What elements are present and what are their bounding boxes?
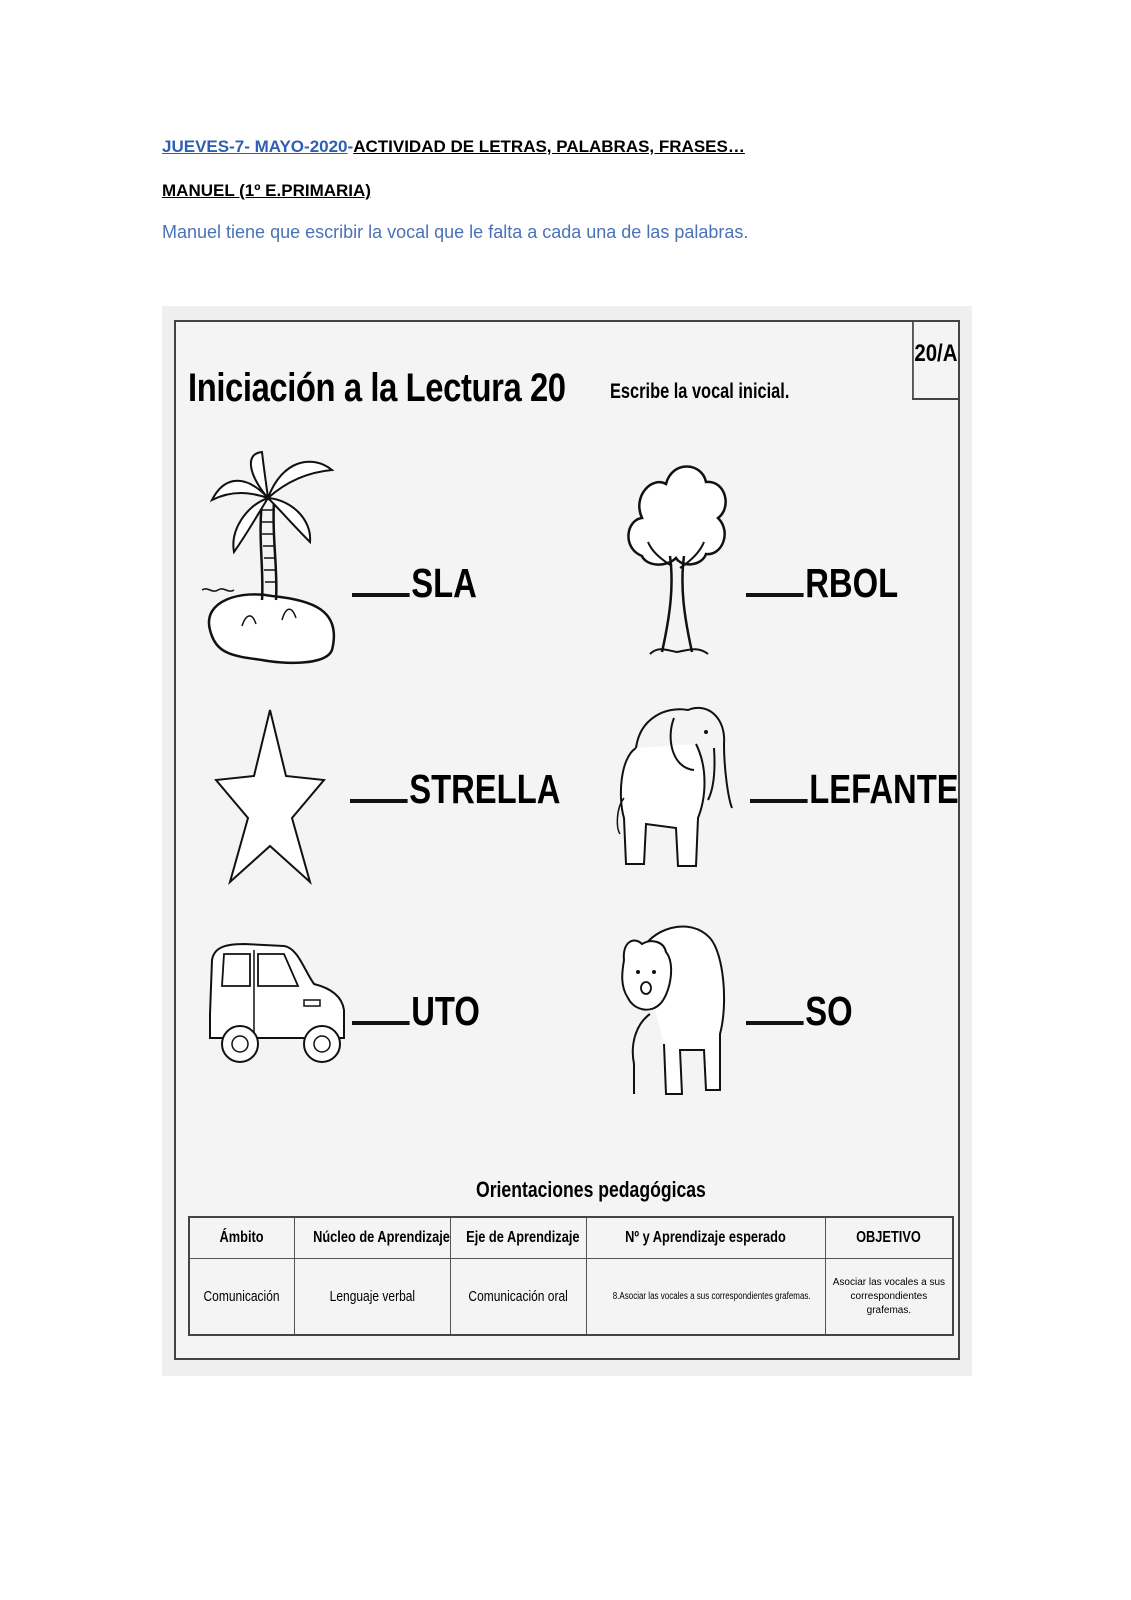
col-header-objetivo: OBJETIVO (825, 1217, 953, 1259)
word-arbol: RBOL (746, 560, 898, 607)
col-header-ambito: Ámbito (189, 1217, 294, 1259)
answer-blank[interactable] (352, 563, 410, 597)
word-isla: SLA (352, 560, 477, 607)
instruction-text: Manuel tiene que escribir la vocal que le falta a cada una de las palabras. (162, 222, 749, 242)
worksheet-frame (174, 320, 960, 1360)
bear-icon (620, 914, 728, 1100)
palm-island-icon (202, 450, 340, 670)
answer-blank[interactable] (350, 769, 408, 803)
worksheet-image (162, 306, 972, 1376)
car-icon (204, 940, 348, 1072)
answer-blank[interactable] (352, 991, 410, 1025)
cell-nucleo: Lenguaje verbal (294, 1259, 451, 1336)
cell-objetivo: Asociar las vocales a sus correspondientes grafemas. (825, 1259, 953, 1336)
worksheet-title: Iniciación a la Lectura 20 (188, 366, 566, 410)
pedagogy-title: Orientaciones pedagógicas (476, 1177, 706, 1202)
date-link[interactable]: JUEVES-7- MAYO-2020 (162, 137, 348, 156)
pedagogy-table (188, 1216, 954, 1336)
col-header-nucleo: Núcleo de Aprendizaje (294, 1217, 451, 1259)
elephant-icon (616, 688, 736, 874)
worksheet-code: 20/A (912, 322, 958, 400)
heading-date-activity (162, 137, 745, 157)
star-icon (214, 706, 326, 886)
answer-blank[interactable] (750, 769, 808, 803)
cell-eje: Comunicación oral (451, 1259, 587, 1336)
answer-blank[interactable] (746, 991, 804, 1025)
word-auto: UTO (352, 988, 480, 1035)
word-elefante: LEFANTE (750, 766, 959, 813)
separator: - (347, 137, 354, 156)
tree-icon (622, 456, 730, 666)
word-oso: SO (746, 988, 853, 1035)
worksheet-instruction: Escribe la vocal inicial. (610, 380, 790, 403)
col-header-aprendizaje: Nº y Aprendizaje esperado (586, 1217, 825, 1259)
cell-ambito: Comunicación (189, 1259, 294, 1336)
student-line: MANUEL (1º E.PRIMARIA) (162, 181, 371, 200)
col-header-eje: Eje de Aprendizaje (451, 1217, 587, 1259)
cell-aprendizaje: 8.Asociar las vocales a sus correspondientes grafemas. (586, 1259, 825, 1336)
answer-blank[interactable] (746, 563, 804, 597)
activity-title: ACTIVIDAD DE LETRAS, PALABRAS, FRASES… (353, 137, 745, 156)
word-estrella: STRELLA (350, 766, 560, 813)
